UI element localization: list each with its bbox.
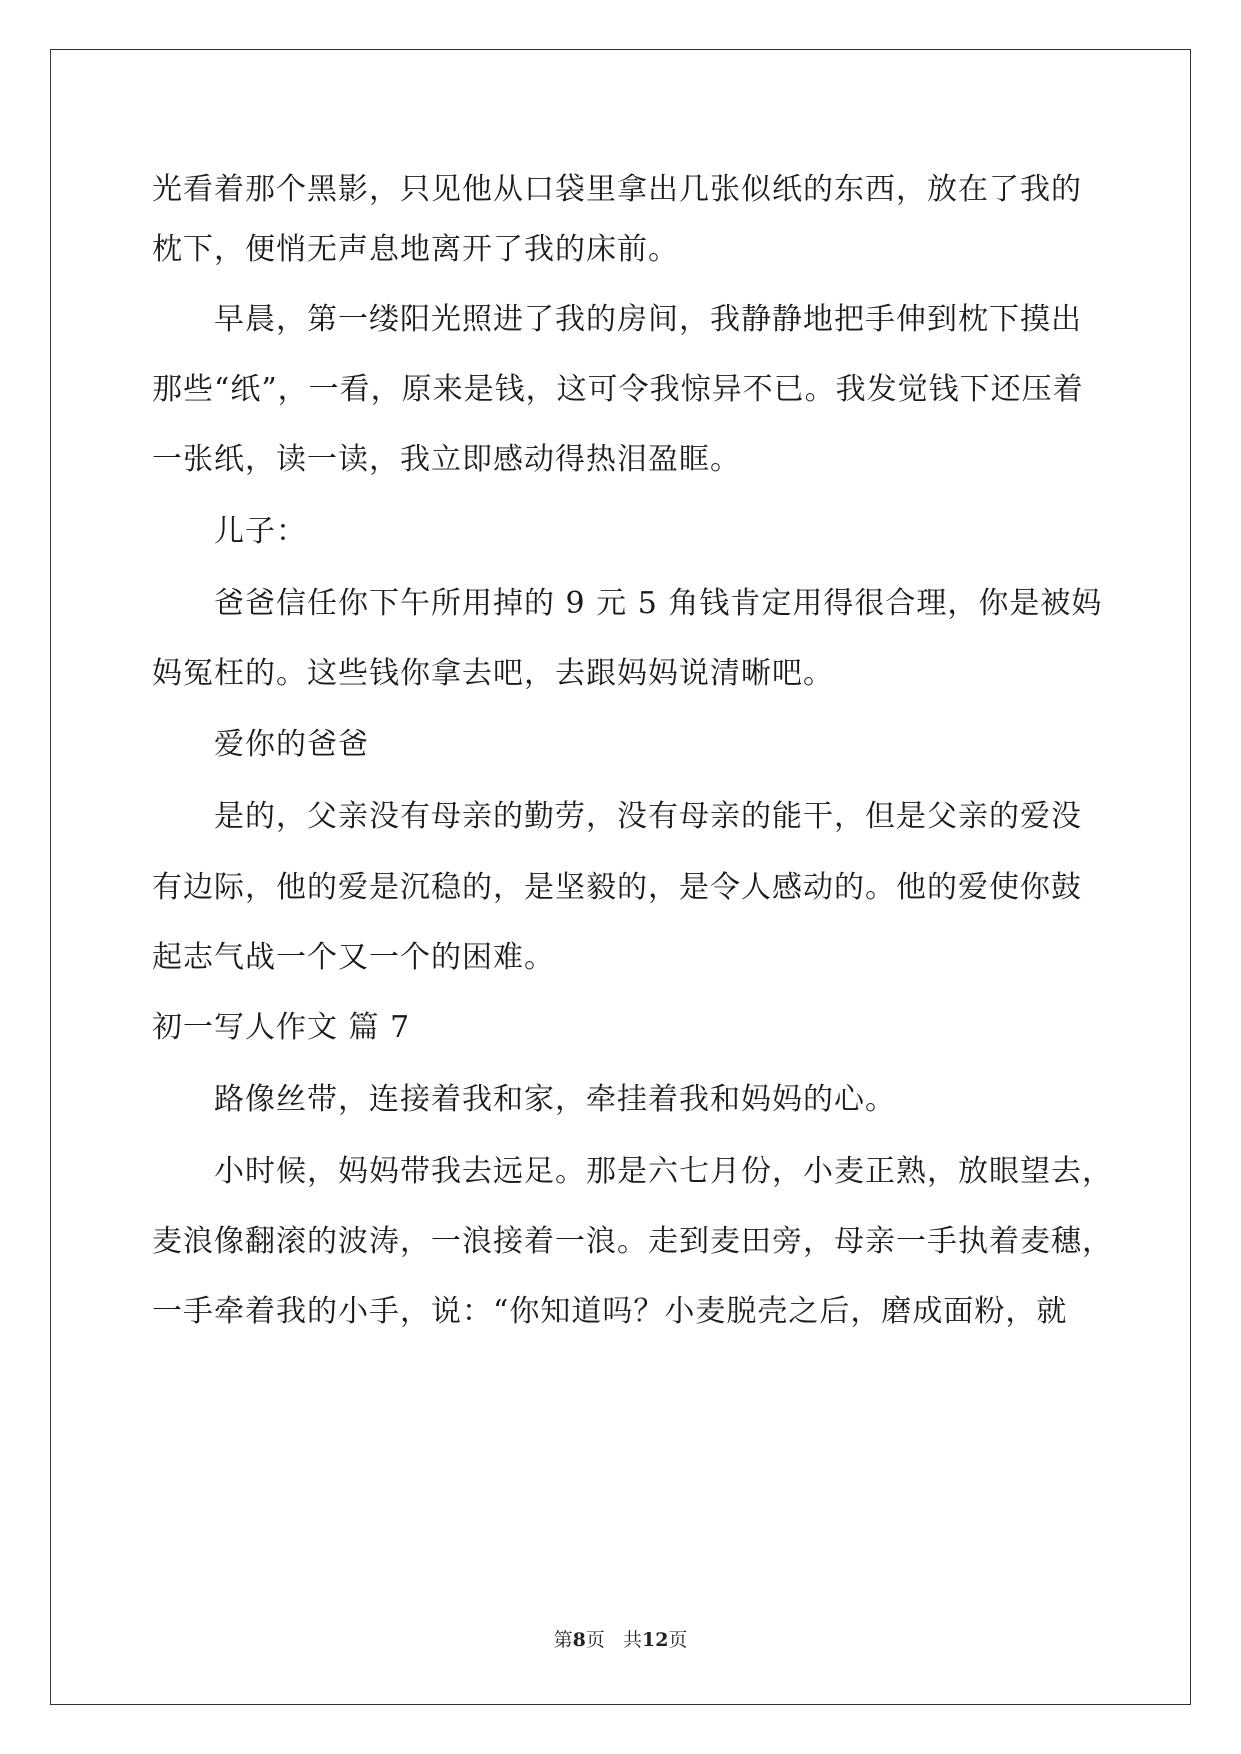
signature-line: 爱你的爸爸 — [214, 727, 369, 762]
page-number: 8 — [572, 1629, 586, 1651]
text-line: 一张纸，读一读，我立即感动得热泪盈眶。 — [152, 442, 741, 477]
text-line: 光看着那个黑影，只见他从口袋里拿出几张似纸的东西，放在了我的 — [152, 172, 1082, 207]
text-line: 麦浪像翻滚的波涛，一浪接着一浪。走到麦田旁，母亲一手执着麦穗， — [152, 1224, 1113, 1259]
text-line: 是的，父亲没有母亲的勤劳，没有母亲的能干，但是父亲的爱没 — [214, 799, 1082, 834]
footer-page-suffix: 页 — [585, 1629, 605, 1651]
total-pages: 12 — [641, 1629, 669, 1651]
footer-total-suffix: 页 — [668, 1629, 688, 1651]
text-line: 路像丝带，连接着我和家，牵挂着我和妈妈的心。 — [214, 1082, 896, 1117]
text-line: 一手牵着我的小手，说：“你知道吗？小麦脱壳之后，磨成面粉，就 — [152, 1294, 1068, 1329]
text-line: 妈冤枉的。这些钱你拿去吧，去跟妈妈说清晰吧。 — [152, 656, 834, 691]
text-line: 枕下，便悄无声息地离开了我的床前。 — [152, 232, 679, 267]
page-footer — [0, 1628, 1241, 1652]
footer-prefix: 第 — [553, 1629, 573, 1651]
text-line: 起志气战一个又一个的困难。 — [152, 940, 555, 975]
salutation: 儿子： — [214, 514, 307, 549]
text-line: 小时候，妈妈带我去远足。那是六七月份，小麦正熟，放眼望去， — [214, 1154, 1113, 1189]
section-heading: 初一写人作文 篇 7 — [152, 1010, 411, 1045]
text-line: 早晨，第一缕阳光照进了我的房间，我静静地把手伸到枕下摸出 — [214, 302, 1082, 337]
footer-total-prefix: 共 — [622, 1629, 642, 1651]
text-line: 那些“纸”，一看，原来是钱，这可令我惊异不已。我发觉钱下还压着 — [152, 372, 1084, 407]
text-line: 爸爸信任你下午所用掉的 9 元 5 角钱肯定用得很合理，你是被妈 — [214, 586, 1103, 621]
text-line: 有边际，他的爱是沉稳的，是坚毅的，是令人感动的。他的爱使你鼓 — [152, 870, 1082, 905]
